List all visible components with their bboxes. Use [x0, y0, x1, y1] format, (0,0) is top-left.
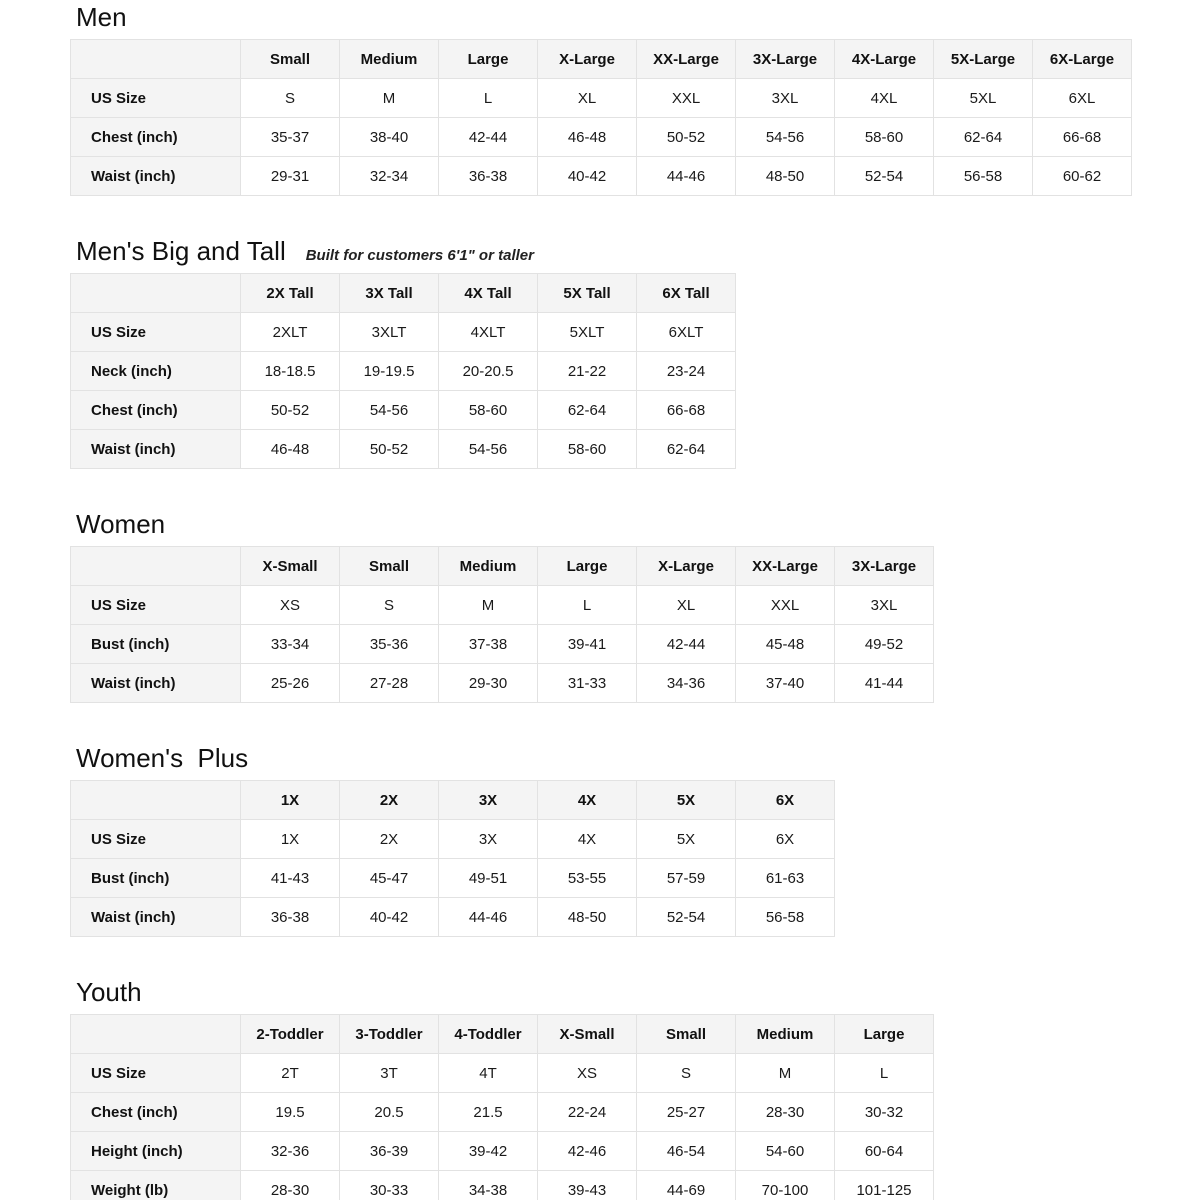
table-row — [71, 352, 736, 391]
section-title: Men's Big and Tall — [76, 236, 286, 266]
row-label: Weight (lb) — [71, 1171, 241, 1200]
size-value-cell: 5X — [637, 820, 736, 859]
size-value-cell: XL — [637, 586, 736, 625]
size-table — [70, 39, 1132, 196]
column-header: 4X — [538, 781, 637, 820]
column-header: X-Small — [538, 1015, 637, 1054]
column-header: Medium — [439, 547, 538, 586]
column-header: 3X — [439, 781, 538, 820]
size-value-cell: 37-40 — [736, 664, 835, 703]
size-value-cell: 42-44 — [637, 625, 736, 664]
size-value-cell: 6X — [736, 820, 835, 859]
row-label: US Size — [71, 820, 241, 859]
size-value-cell: 66-68 — [1033, 118, 1132, 157]
size-value-cell: 4X — [538, 820, 637, 859]
row-label: Chest (inch) — [71, 1093, 241, 1132]
size-value-cell: 30-33 — [340, 1171, 439, 1200]
column-header: 5X-Large — [934, 40, 1033, 79]
size-value-cell: XL — [538, 79, 637, 118]
size-value-cell: 42-44 — [439, 118, 538, 157]
size-value-cell: 19-19.5 — [340, 352, 439, 391]
size-value-cell: 27-28 — [340, 664, 439, 703]
size-value-cell: 45-48 — [736, 625, 835, 664]
size-value-cell: 50-52 — [241, 391, 340, 430]
size-value-cell: 36-38 — [241, 898, 340, 937]
size-value-cell: XS — [538, 1054, 637, 1093]
column-header: 4X Tall — [439, 274, 538, 313]
size-value-cell: 56-58 — [736, 898, 835, 937]
size-value-cell: 45-47 — [340, 859, 439, 898]
size-value-cell: 35-37 — [241, 118, 340, 157]
size-value-cell: 23-24 — [637, 352, 736, 391]
column-header: Small — [637, 1015, 736, 1054]
column-header: 1X — [241, 781, 340, 820]
size-value-cell: 28-30 — [736, 1093, 835, 1132]
size-value-cell: 46-54 — [637, 1132, 736, 1171]
row-label: US Size — [71, 79, 241, 118]
column-header: 5X Tall — [538, 274, 637, 313]
size-value-cell: 39-42 — [439, 1132, 538, 1171]
table-row — [71, 430, 736, 469]
table-row — [71, 664, 934, 703]
size-value-cell: 46-48 — [538, 118, 637, 157]
column-header: 4-Toddler — [439, 1015, 538, 1054]
column-header: Large — [538, 547, 637, 586]
size-value-cell: 3T — [340, 1054, 439, 1093]
size-table — [70, 1014, 934, 1200]
size-value-cell: 1X — [241, 820, 340, 859]
size-value-cell: 39-43 — [538, 1171, 637, 1200]
size-section — [70, 977, 1200, 1200]
size-value-cell: 54-60 — [736, 1132, 835, 1171]
table-row — [71, 391, 736, 430]
column-header: XX-Large — [736, 547, 835, 586]
size-value-cell: 25-26 — [241, 664, 340, 703]
size-value-cell: 58-60 — [439, 391, 538, 430]
size-value-cell: 34-36 — [637, 664, 736, 703]
size-value-cell: 2X — [340, 820, 439, 859]
size-value-cell: 60-62 — [1033, 157, 1132, 196]
table-row — [71, 820, 835, 859]
size-value-cell: 3XL — [835, 586, 934, 625]
size-value-cell: 48-50 — [736, 157, 835, 196]
size-value-cell: 41-44 — [835, 664, 934, 703]
size-value-cell: 46-48 — [241, 430, 340, 469]
column-header: Small — [241, 40, 340, 79]
corner-cell — [71, 274, 241, 313]
size-value-cell: 21-22 — [538, 352, 637, 391]
size-value-cell: 58-60 — [835, 118, 934, 157]
size-value-cell: 20-20.5 — [439, 352, 538, 391]
size-value-cell: 37-38 — [439, 625, 538, 664]
row-label: Waist (inch) — [71, 898, 241, 937]
table-row — [71, 79, 1132, 118]
column-header: Small — [340, 547, 439, 586]
section-header — [76, 2, 1200, 32]
size-value-cell: XXL — [736, 586, 835, 625]
size-value-cell: 28-30 — [241, 1171, 340, 1200]
size-value-cell: 19.5 — [241, 1093, 340, 1132]
section-title: Women's Plus — [76, 743, 249, 773]
column-header: Large — [439, 40, 538, 79]
corner-cell — [71, 547, 241, 586]
size-value-cell: 6XLT — [637, 313, 736, 352]
column-header: 5X — [637, 781, 736, 820]
size-value-cell: 54-56 — [736, 118, 835, 157]
column-header: 3-Toddler — [340, 1015, 439, 1054]
size-value-cell: 2XLT — [241, 313, 340, 352]
size-value-cell: 3XLT — [340, 313, 439, 352]
size-value-cell: 32-36 — [241, 1132, 340, 1171]
size-value-cell: L — [538, 586, 637, 625]
column-header: Medium — [340, 40, 439, 79]
size-value-cell: 66-68 — [637, 391, 736, 430]
column-header: Large — [835, 1015, 934, 1054]
size-value-cell: 2T — [241, 1054, 340, 1093]
column-header: 6X — [736, 781, 835, 820]
size-value-cell: S — [637, 1054, 736, 1093]
column-header: X-Small — [241, 547, 340, 586]
table-row — [71, 625, 934, 664]
column-header: 3X Tall — [340, 274, 439, 313]
column-header: 2-Toddler — [241, 1015, 340, 1054]
size-section — [70, 236, 1200, 469]
size-value-cell: 40-42 — [538, 157, 637, 196]
size-value-cell: 48-50 — [538, 898, 637, 937]
section-header — [76, 509, 1200, 539]
size-value-cell: 25-27 — [637, 1093, 736, 1132]
size-value-cell: 101-125 — [835, 1171, 934, 1200]
column-header-row — [71, 274, 736, 313]
size-value-cell: 36-38 — [439, 157, 538, 196]
column-header: 3X-Large — [835, 547, 934, 586]
size-value-cell: 50-52 — [637, 118, 736, 157]
size-value-cell: 5XLT — [538, 313, 637, 352]
size-section — [70, 509, 1200, 703]
table-row — [71, 157, 1132, 196]
row-label: Waist (inch) — [71, 157, 241, 196]
size-value-cell: 31-33 — [538, 664, 637, 703]
size-value-cell: 3XL — [736, 79, 835, 118]
table-row — [71, 859, 835, 898]
size-value-cell: 34-38 — [439, 1171, 538, 1200]
size-table — [70, 546, 934, 703]
column-header-row — [71, 1015, 934, 1054]
table-row — [71, 1054, 934, 1093]
size-value-cell: 52-54 — [637, 898, 736, 937]
table-row — [71, 586, 934, 625]
section-title: Youth — [76, 977, 142, 1007]
corner-cell — [71, 40, 241, 79]
column-header: 4X-Large — [835, 40, 934, 79]
column-header: XX-Large — [637, 40, 736, 79]
size-value-cell: M — [439, 586, 538, 625]
size-value-cell: 70-100 — [736, 1171, 835, 1200]
size-value-cell: 40-42 — [340, 898, 439, 937]
section-title: Women — [76, 509, 166, 539]
column-header: 6X Tall — [637, 274, 736, 313]
size-value-cell: 62-64 — [637, 430, 736, 469]
size-value-cell: 35-36 — [340, 625, 439, 664]
size-section — [70, 2, 1200, 196]
size-value-cell: 21.5 — [439, 1093, 538, 1132]
size-value-cell: 33-34 — [241, 625, 340, 664]
column-header: 2X — [340, 781, 439, 820]
size-value-cell: 53-55 — [538, 859, 637, 898]
size-value-cell: 32-34 — [340, 157, 439, 196]
table-row — [71, 1132, 934, 1171]
table-row — [71, 898, 835, 937]
size-value-cell: 36-39 — [340, 1132, 439, 1171]
section-subtitle: Built for customers 6'1" or taller — [305, 247, 534, 264]
row-label: Waist (inch) — [71, 430, 241, 469]
size-value-cell: 62-64 — [934, 118, 1033, 157]
size-value-cell: 18-18.5 — [241, 352, 340, 391]
size-value-cell: 58-60 — [538, 430, 637, 469]
table-row — [71, 1093, 934, 1132]
size-value-cell: 30-32 — [835, 1093, 934, 1132]
size-value-cell: 29-31 — [241, 157, 340, 196]
section-header — [76, 977, 1200, 1007]
size-value-cell: 29-30 — [439, 664, 538, 703]
size-value-cell: 60-64 — [835, 1132, 934, 1171]
size-value-cell: 56-58 — [934, 157, 1033, 196]
row-label: Neck (inch) — [71, 352, 241, 391]
size-value-cell: M — [736, 1054, 835, 1093]
size-value-cell: 41-43 — [241, 859, 340, 898]
size-value-cell: 57-59 — [637, 859, 736, 898]
size-section — [70, 743, 1200, 937]
size-value-cell: L — [439, 79, 538, 118]
size-value-cell: 20.5 — [340, 1093, 439, 1132]
row-label: Height (inch) — [71, 1132, 241, 1171]
row-label: US Size — [71, 1054, 241, 1093]
section-title: Men — [76, 2, 127, 32]
column-header: 2X Tall — [241, 274, 340, 313]
column-header-row — [71, 547, 934, 586]
size-value-cell: 61-63 — [736, 859, 835, 898]
size-table — [70, 273, 736, 469]
table-row — [71, 118, 1132, 157]
column-header: X-Large — [538, 40, 637, 79]
size-value-cell: 38-40 — [340, 118, 439, 157]
row-label: Chest (inch) — [71, 391, 241, 430]
size-value-cell: 5XL — [934, 79, 1033, 118]
row-label: Bust (inch) — [71, 625, 241, 664]
size-value-cell: S — [241, 79, 340, 118]
size-value-cell: 52-54 — [835, 157, 934, 196]
size-value-cell: 62-64 — [538, 391, 637, 430]
table-row — [71, 1171, 934, 1200]
size-value-cell: 4XLT — [439, 313, 538, 352]
row-label: Chest (inch) — [71, 118, 241, 157]
row-label: Waist (inch) — [71, 664, 241, 703]
corner-cell — [71, 781, 241, 820]
section-header — [76, 743, 1200, 773]
size-value-cell: 39-41 — [538, 625, 637, 664]
table-row — [71, 313, 736, 352]
size-value-cell: 42-46 — [538, 1132, 637, 1171]
section-header — [76, 236, 1200, 266]
size-value-cell: 44-46 — [439, 898, 538, 937]
size-value-cell: 50-52 — [340, 430, 439, 469]
size-value-cell: 54-56 — [439, 430, 538, 469]
column-header: X-Large — [637, 547, 736, 586]
column-header-row — [71, 40, 1132, 79]
column-header-row — [71, 781, 835, 820]
size-value-cell: 22-24 — [538, 1093, 637, 1132]
row-label: US Size — [71, 586, 241, 625]
size-value-cell: L — [835, 1054, 934, 1093]
size-value-cell: S — [340, 586, 439, 625]
size-value-cell: XXL — [637, 79, 736, 118]
column-header: 3X-Large — [736, 40, 835, 79]
size-value-cell: 4T — [439, 1054, 538, 1093]
size-value-cell: 4XL — [835, 79, 934, 118]
row-label: US Size — [71, 313, 241, 352]
corner-cell — [71, 1015, 241, 1054]
size-value-cell: 44-46 — [637, 157, 736, 196]
size-value-cell: 49-51 — [439, 859, 538, 898]
size-value-cell: XS — [241, 586, 340, 625]
size-value-cell: 54-56 — [340, 391, 439, 430]
column-header: 6X-Large — [1033, 40, 1132, 79]
size-value-cell: 6XL — [1033, 79, 1132, 118]
size-value-cell: 3X — [439, 820, 538, 859]
size-value-cell: M — [340, 79, 439, 118]
column-header: Medium — [736, 1015, 835, 1054]
row-label: Bust (inch) — [71, 859, 241, 898]
size-value-cell: 44-69 — [637, 1171, 736, 1200]
size-value-cell: 49-52 — [835, 625, 934, 664]
size-table — [70, 780, 835, 937]
